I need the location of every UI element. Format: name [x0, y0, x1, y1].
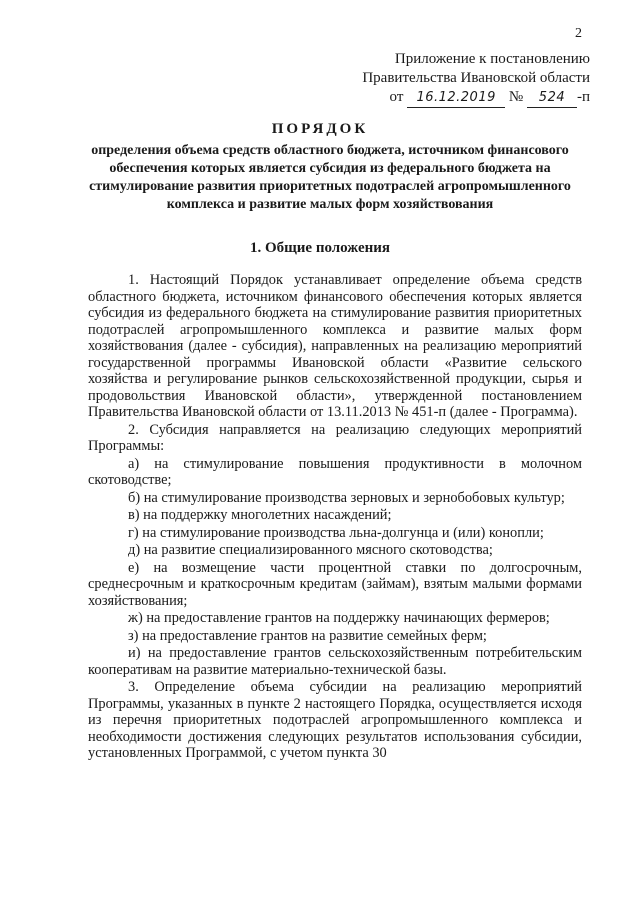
- list-item-z: з) на предоставление грантов на развитие семейных ферм;: [128, 627, 487, 644]
- handwritten-number: 524: [527, 88, 577, 108]
- list-item-d: д) на развитие специализированного мясного скотоводства;: [128, 542, 493, 558]
- handwritten-date: 16.12.2019: [407, 88, 505, 108]
- paragraph-2: 2. Субсидия направляется на реализацию следующих мероприятий Программы:: [88, 421, 582, 454]
- appendix-line-3: [362, 88, 590, 108]
- paragraph-1: 1. Настоящий Порядок устанавливает определение объема средств областного бюджета, источником финансового обеспечения которых является субсидия из федерального бюджета на стимулирование развития приоритетных подотраслей агропромышленного комплекса и развитие малых форм хозяйствования (далее - субсидия), направленных на реализацию мероприятий государственной программы Ивановской области «Развитие сельского хозяйства и регулирование рынков сельскохозяйственной продукции, сырья и продовольствия Ивановской области», утвержденной постановлением Правительства Ивановской области от 13.11.2013 № 451-п (далее - Программа).: [88, 272, 582, 420]
- appendix-line-1: Приложение к постановлению: [394, 51, 590, 67]
- list-item-i: и) на предоставление грантов сельскохозяйственным потребительским кооперативам на развитие материально-технической базы.: [88, 645, 582, 678]
- page-number: 2: [575, 26, 582, 41]
- appendix-from-prefix: от: [389, 89, 404, 105]
- appendix-line-2: Правительства Ивановской области: [362, 70, 590, 86]
- list-item-zh: ж) на предоставление грантов на поддержку начинающих фермеров;: [128, 610, 550, 626]
- document-subtitle: определения объема средств областного бюджета, источником финансового обеспечения которых является субсидия из федерального бюджета на стимулирование развития приоритетных подотраслей агропромышленного комплекса и развитие малых форм хозяйствования: [89, 143, 571, 212]
- list-item-b: б) на стимулирование производства зерновых и зернобобовых культур;: [128, 489, 565, 506]
- list-item-e: е) на возмещение части процентной ставки по долгосрочным, среднесрочным и краткосрочным кредитам (займам), взятым малыми формами хозяйствования;: [88, 559, 582, 609]
- document-title: ПОРЯДОК: [271, 121, 369, 137]
- paragraph-3: 3. Определение объема субсидии на реализацию мероприятий Программы, указанных в пункте 2 настоящего Порядка, осуществляется исходя из перечня приоритетных подотраслей агропромышленного комплекса и необходимости достижения следующих результатов использования субсидии, установленных Программой, с учетом пункта 30: [88, 679, 582, 761]
- section-heading: 1. Общие положения: [249, 240, 391, 256]
- appendix-block: [362, 50, 590, 108]
- number-sign: №: [508, 89, 524, 105]
- list-item-g: г) на стимулирование производства льна-долгунца и (или) конопли;: [128, 524, 544, 541]
- number-suffix: -п: [576, 89, 590, 105]
- document-body: [88, 272, 582, 763]
- list-item-v: в) на поддержку многолетних насаждений;: [128, 507, 392, 523]
- list-item-a: а) на стимулирование повышения продуктивности в молочном скотоводстве;: [88, 455, 582, 488]
